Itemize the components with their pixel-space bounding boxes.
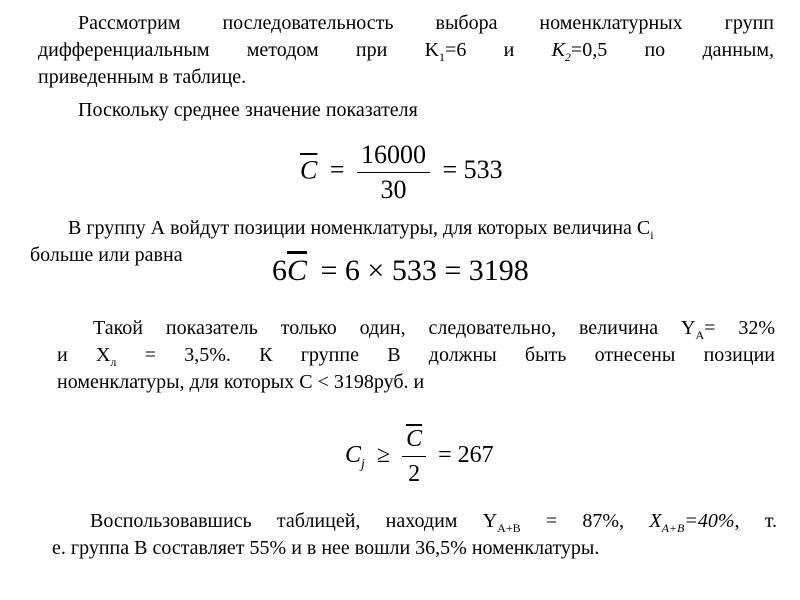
group-a-line-1: В группу А войдут позиции номенклатуры, для которых величина $C_i$ <box>68 217 654 242</box>
formula-eq: = <box>329 155 345 185</box>
indicator-line-3: номенклатуры, для которых С < 3198руб. и <box>57 371 425 393</box>
conclusion-line-2: е. группа В составляет 55% и в нее вошли 36,5% номенклатуры. <box>52 537 600 559</box>
formula-c-bar: $\overline{C}$ <box>287 254 308 287</box>
paragraph-conclusion <box>52 508 777 562</box>
indicator-line-1: Такой показатель только один, следовательно, величина $Y_A= 32\%$ <box>93 317 775 342</box>
formula-group-b: $C_j$ ≥ $\frac{\overline{C}}{2}$ = 267 <box>345 422 494 491</box>
formula-fraction: $\frac{\overline{C}}{2}$ <box>402 422 426 491</box>
formula-average <box>300 138 503 207</box>
paragraph-intro <box>38 10 774 91</box>
formula-result: = 533 <box>442 155 503 185</box>
intro-line-2: дифференциальным методом при $K_1=6$ и $K_2=0,5$ по данным, <box>38 39 774 64</box>
paragraph-average: Поскольку среднее значение показателя <box>78 99 418 121</box>
intro-line-1: Рассмотрим последовательность выбора номенклатурных групп <box>78 12 774 34</box>
intro-line-3: приведенным в таблице. <box>38 66 247 88</box>
indicator-line-2: и $X_л = 3,5\%$. К группе В должны быть отнесены позиции <box>57 344 775 369</box>
formula-threshold: $6\overline{C} = 6 \times 533 = 3198$ <box>272 254 529 287</box>
formula-c-bar: $\overline{C}$ <box>300 155 318 185</box>
conclusion-line-1: Воспользовавшись таблицей, находим $Y_{A+B} = 87\%$, $X_{A+B}=40\%$, т. <box>90 510 777 535</box>
paragraph-single-indicator <box>57 315 775 396</box>
formula-fraction: $\frac{16000}{30}$ <box>357 138 430 207</box>
group-a-line-2: больше или равна <box>30 244 183 266</box>
